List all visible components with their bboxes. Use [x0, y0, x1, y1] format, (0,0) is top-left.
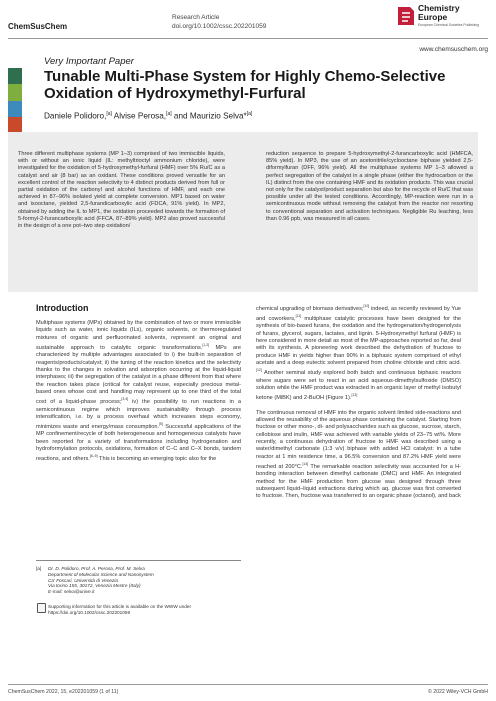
body-text: Multiphase systems (MPs) obtained by the combination of two or more immiscible liquids such as water, ionic liquids (ILs), organic solvents, or thermoregulated mixtures of organic and perfluorinated solvents, represent an original and sustainable approach to catalytic organic transformations. [36, 320, 241, 351]
body-text: MPs are characterized by multiple advantages associated to i) the built-in separation of reagents/products/catalyst; ii) the tuning of the reaction kinetics and the selectivity thanks to the changes in solvation and adsorption occurring at the liquid-liquid interphases; iii) the segregation of the catalyst in a phase different from that where the reaction takes place (critical for catalyst reuse, especially precious metal-based ones whose cost and handling may represent up to one third of the total cost of a liquid-phase process; [36, 344, 242, 406]
author-affiliation-ref: [a] [166, 111, 172, 117]
toc-bar-segment [8, 84, 22, 100]
citation-ref[interactable]: [11] [295, 314, 302, 319]
body-col-right [256, 303, 461, 501]
affiliation-line: Department of Molecular Science and Nanosystem [48, 571, 154, 577]
body-text: chemical upgrading of biomass derivatives; [256, 305, 364, 312]
logo-line2: Europe [418, 12, 448, 22]
article-title: Tunable Multi-Phase System for Highly Chemo-Selective Oxidation of Hydroxymethyl-Furfural [44, 68, 446, 102]
affiliation-line: Ca' Foscari, Università di Venezia [48, 577, 119, 583]
body-text: iv) the possibility to run reactions in a semicontinuous regime which improves sustainability through process intensification, i.e. by a process overhaul which increases steps economy, minimizes waste and energy/mass consumption. [36, 399, 241, 431]
affiliation-line: Via torino 155, 30172, Venezia Mestre (Italy) [48, 583, 141, 589]
footer-divider [8, 684, 488, 685]
toc-bar-segment [8, 101, 22, 117]
section-heading-introduction: Introduction [36, 303, 89, 313]
supporting-info-icon [37, 603, 46, 613]
abstract-col-1: Three different multiphase systems (MP 1–3) comprised of two immiscible liquids, with or without an ionic liquid (IL: methyltrioctyl ammonium chloride), were investigated for the oxidation of 5-hydroxymethyl-furfural (HMF) over 5% Ru/C as a catalyst and air (8 bar) as an oxidant. These conditions proved versatile for an excellent control of the reaction selectivity to 4 distinct products derived from full or partial oxidation of the carbonyl and alcohol functions of HMF, and each one achieved in 87–96% isolated yield at complete conversion. MP1 based on water and isooctane, yielded 2,5-furandicarboxylic acid (FDCA, 91% yield). In MP2, obtained by adding the IL to MP1, the oxidation proceeded towards the formation of 5-formyl-2-furancarboxylic acid (FFCA, 87–89% yield). MP2 also proved successful in the design of a one pot–two step oxidation/ [18, 151, 225, 230]
article-doi[interactable]: doi.org/10.1002/cssc.202201059 [172, 23, 267, 30]
citation-ref[interactable]: [12] [256, 368, 262, 373]
citation-ref[interactable]: [10] [363, 304, 370, 308]
chemistry-europe-logo-icon [396, 5, 416, 27]
header-divider [8, 38, 488, 39]
paragraph-break [256, 403, 461, 410]
body-text: Another seminal study explored both batch and continuous biphasic reactors where sugars were set to react in an acid aqueous-dimethylsulfoxide (DMSO) solution while the HMF product was extracted in an organic layer of methyl isobutyl ketone (MiBK) and 2-BuOH (Figure 1). [256, 370, 461, 402]
body-text: indeed, as recently reviewed by Yue and coworkers, [256, 305, 461, 323]
affiliation-block [48, 566, 240, 595]
journal-website[interactable]: www.chemsuschem.org [419, 46, 488, 53]
body-text: multiphase catalytic processes have been designed for the synthesis of bio-based furans, the oxidation and the hydrogenation/hydrogenolysis of furans, glycerol, sugars, lactates, and lignin. 5-Hydroxymethyl furfural (HMF) is here considered in more detail as most of the MP-approaches reported so far, deal with its synthesis. A pioneering work described the dehydration of fructose to produce HMF in yields higher than 90% in a biphasic system comprised of ethyl acetate and a deep eutectic solvent prepared from choline chloride and citric acid. [256, 316, 461, 367]
section-label: Very Important Paper [44, 56, 134, 67]
logo-line1: Chemistry [418, 3, 460, 13]
supporting-info-note[interactable]: Supporting information for this article is available on the WWW under https://doi.org/10.1002/cssc.202201059 [48, 604, 192, 615]
body-text: The continuous removal of HMF into the organic solvent limited side-reactions and allowed the reusability of the aqueous phase containing the catalyst. Starting from fructose or other mono-, di- and polysaccharides such as glucose, sucrose, starch, cellobiose and inulin, HMF was achieved with variable yields of 23–75 wt%. More recently, a continuous dehydration of fructose to HMF was described using a water/dimethyl carbonate (1:3 v/v) biphase with added HCl catalyst: in a tube reactor at 1 min residence time, a 96.5% conversion and 87.2% HMF yield were reached at 200°C. [256, 409, 461, 470]
author-name: Daniele Polidoro, [44, 111, 107, 121]
citation-ref[interactable]: [13] [351, 393, 358, 398]
toc-bar-segment [8, 68, 22, 84]
footnote-divider [36, 560, 241, 561]
footer-copyright: © 2022 Wiley-VCH GmbH [427, 689, 488, 695]
citation-ref[interactable]: [14] [302, 461, 309, 466]
publisher-logo [396, 2, 490, 36]
author-list [44, 111, 252, 121]
author-affiliation-ref: [a] [106, 111, 112, 117]
body-text: The remarkable reaction selectivity was accounted for a H-bonding interaction between dimethyl carbonate (DMC) and HMF. An integrated method for the HMF production from glucose was designed through three subsequent liquid–liquid extractions during which aq. glucose was first converted to fructose. Then, fructose was transferred to an organic phase (octanol), and back [256, 463, 461, 500]
abstract-col-2: reduction sequence to prepare 5-hydroxymethyl-2-furancarboxylic acid (HMFCA, 85% yield). In MP3, the use of an acetonitrile/cyclooctane biphase yielded 2,5-diformylfuran (DFF, 96% yield). All the multiphase systems MP 1–3 allowed a perfect segregation of the catalyst in a single phase (either the hydrocarbon or the IL) distinct from the one containing HMF and its oxidation products. This was crucial not only for the catalyst/product separation but also for the recycle of Ru/C that was possible under all the tested conditions. Accordingly, MP-reaction were run in a semicontinuous mode without removing the catalyst from the reactor nor resorting to conventional separation and activation techniques. Negligible Ru leaching, less than 0.96 ppb, was measured in all cases. [266, 151, 473, 222]
author-name: and Maurizio Selva* [171, 111, 247, 121]
affiliation-tag: [a] [36, 566, 42, 571]
citation-ref[interactable]: [1,2] [202, 343, 210, 348]
logo-line3: European Chemical Societies Publishing [418, 23, 480, 27]
citation-ref[interactable]: [5] [159, 422, 163, 427]
body-text: Successful applications of the MP confinement/recycle of both heterogeneous and homogeneous catalysts have been reported for a variety of transformations including hydrogenation and hydroformylation protocols, oxidations, formation of C–C and C–X bonds, tandem reactions, and others. [36, 424, 241, 463]
citation-ref[interactable]: [6–9] [89, 454, 98, 459]
toc-bar-segment [8, 117, 22, 133]
body-col-left [36, 320, 241, 464]
footer-citation: ChemSusChem 2022, 15, e202201059 (1 of 11) [8, 689, 119, 695]
journal-name: ChemSusChem [8, 22, 68, 31]
citation-ref[interactable]: [3,4] [121, 397, 129, 402]
body-text: This is becoming an emerging topic also for the [97, 456, 217, 463]
author-name: Alvise Perosa, [111, 111, 167, 121]
article-type: Research Article [172, 14, 220, 21]
affiliation-line: Dr. D. Polidoro, Prof. A. Perosa, Prof. M. Selva [48, 566, 145, 571]
affiliation-line: E-mail: selva@unive.it [48, 589, 95, 595]
author-affiliation-ref: [a] [246, 111, 253, 117]
